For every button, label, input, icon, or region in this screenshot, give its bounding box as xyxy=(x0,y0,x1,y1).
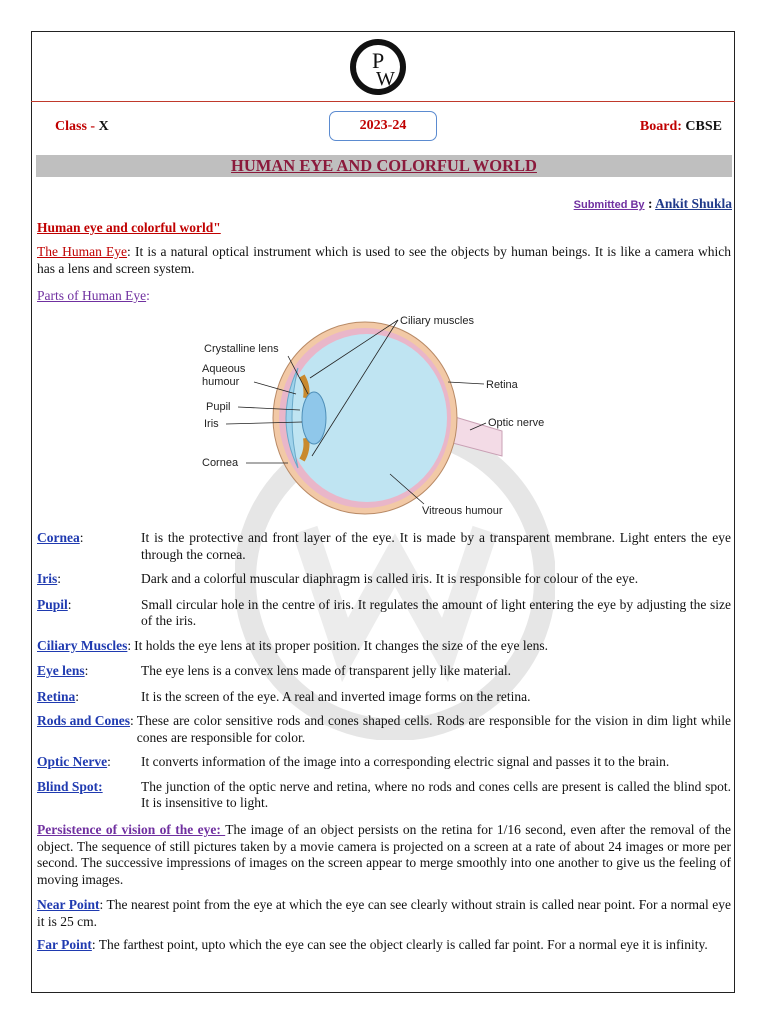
far-point-paragraph: Far Point: The farthest point, upto which the eye can see the object clearly is called far point. For a normal eye it is infinity. xyxy=(37,937,708,952)
definition-item: Iris: Dark and a colorful muscular diaphragm is called iris. It is responsible for colour of the eye. xyxy=(37,571,731,588)
definition-term: Ciliary Muscles xyxy=(37,637,128,653)
class-value: X xyxy=(98,119,109,134)
definition-term: Retina xyxy=(37,688,76,704)
eye-diagram xyxy=(190,306,580,520)
label-retina: Retina xyxy=(486,379,518,391)
persistence-paragraph: Persistence of vision of the eye: The image of an object persists on the retina for 1/16 second, even after the removal of the object. The sequence of still pictures taken by a movie camera is projected on a screen at a rate of about 24 images or more per second. The successive impressions of images on the screen appear to merge smoothly into one another to give us the feeling of moving images. xyxy=(37,822,732,887)
board-label: Board: CBSE xyxy=(639,119,722,134)
page-title: HUMAN EYE AND COLORFUL WORLD xyxy=(231,156,537,175)
definition-text: It is the protective and front layer of the eye. It is made by a transparent membrane. Light enters the eye through the cornea. xyxy=(141,530,731,562)
near-point-term: Near Point xyxy=(37,897,100,912)
board-value: CBSE xyxy=(685,119,722,134)
human-eye-term: The Human Eye xyxy=(37,244,128,259)
definition-item: Ciliary Muscles: It holds the eye lens at its proper position. It changes the size of the eye lens. xyxy=(37,638,731,655)
definition-term: Pupil xyxy=(37,596,68,612)
header-divider xyxy=(31,101,735,102)
definition-text: It is the screen of the eye. A real and inverted image forms on the retina. xyxy=(141,688,531,704)
persistence-term: Persistence of vision of the eye: xyxy=(37,822,226,837)
definition-text: These are color sensitive rods and cones shaped cells. Rods are responsible for the vision in dim light while cones are responsible for color. xyxy=(136,713,731,745)
definition-text: The eye lens is a convex lens made of transparent jelly like material. xyxy=(141,663,511,678)
far-point-term: Far Point xyxy=(37,937,92,952)
definitions-list xyxy=(37,530,731,812)
label-pupil: Pupil xyxy=(206,401,231,413)
label-iris: Iris xyxy=(204,418,219,430)
label-aqueous-2: humour xyxy=(202,376,240,388)
label-ciliary: Ciliary muscles xyxy=(400,315,474,327)
definition-text: Small circular hole in the centre of iris. It regulates the amount of light entering the eye by adjusting the size of the iris. xyxy=(141,596,731,628)
definition-item: Optic Nerve: It converts information of the image into a corresponding electric signal and passes it to the brain. xyxy=(37,754,731,771)
definition-term: Blind Spot: xyxy=(37,778,103,794)
submitted-by: Submitted By : Ankit Shukla xyxy=(573,196,732,211)
human-eye-paragraph: The Human Eye: It is a natural optical instrument which is used to see the objects by human beings. It is like a camera which has a lens and screen system. xyxy=(37,244,731,276)
label-crystalline: Crystalline lens xyxy=(204,343,279,355)
definition-item: Retina: It is the screen of the eye. A real and inverted image forms on the retina. xyxy=(37,689,731,706)
label-vitreous: Vitreous humour xyxy=(422,505,503,517)
author-name: Ankit Shukla xyxy=(655,196,732,211)
parts-heading: Parts of Human Eye: xyxy=(37,288,150,303)
submitted-label: Submitted By xyxy=(573,199,645,211)
title-bar xyxy=(36,155,732,177)
near-point-paragraph: Near Point: The nearest point from the eye at which the eye can see clearly without strain is called near point. For a normal eye it is 25 cm. xyxy=(37,897,731,929)
definition-item: Cornea: It is the protective and front layer of the eye. It is made by a transparent membrane. Light enters the eye through the cornea. xyxy=(37,530,731,562)
definition-term: Cornea xyxy=(37,530,80,545)
definition-text: The junction of the optic nerve and retina, where no rods and cones cells are present is called the blind spot. It is insensitive to light. xyxy=(141,778,731,810)
definition-item: Eye lens: The eye lens is a convex lens made of transparent jelly like material. xyxy=(37,663,731,680)
definition-term: Iris xyxy=(37,571,58,586)
definition-item: Rods and Cones: These are color sensitive rods and cones shaped cells. Rods are responsible for the vision in dim light while cones are responsible for color. xyxy=(37,713,731,745)
definition-item: Pupil: Small circular hole in the centre of iris. It regulates the amount of light entering the eye by adjusting the size of the iris. xyxy=(37,596,731,628)
section-title: Human eye and colorful world" xyxy=(37,220,221,235)
definition-text: It converts information of the image into a corresponding electric signal and passes it to the brain. xyxy=(141,754,670,769)
year-badge: 2023-24 xyxy=(329,111,437,141)
definition-item xyxy=(37,779,731,812)
logo-letter-p: P xyxy=(372,48,385,73)
logo-letter-w: W xyxy=(376,68,395,90)
definition-term: Rods and Cones xyxy=(37,713,131,728)
definition-text: It holds the eye lens at its proper position. It changes the size of the eye lens. xyxy=(134,637,549,653)
class-label: Class - X xyxy=(55,119,109,134)
pw-logo xyxy=(349,38,407,96)
label-optic-nerve: Optic nerve xyxy=(488,417,545,429)
definition-text: Dark and a colorful muscular diaphragm is called iris. It is responsible for colour of the eye. xyxy=(141,571,639,586)
label-cornea: Cornea xyxy=(202,457,239,469)
definition-term: Optic Nerve xyxy=(37,754,108,769)
definition-term: Eye lens xyxy=(37,663,85,678)
label-aqueous-1: Aqueous xyxy=(202,363,246,375)
